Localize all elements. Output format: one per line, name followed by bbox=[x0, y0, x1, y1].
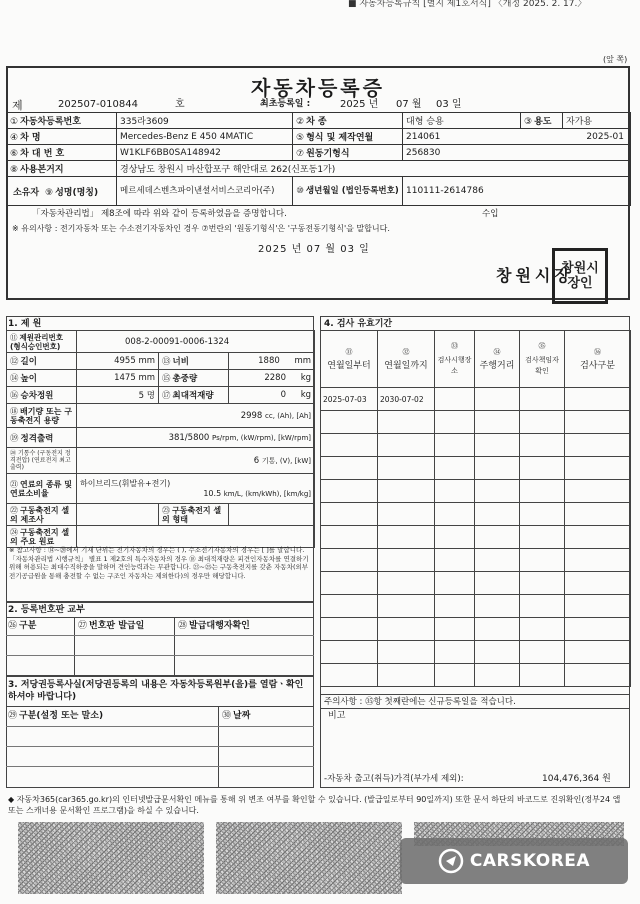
inspection-cell bbox=[520, 526, 565, 549]
issue-date: 2025 년 07 월 03 일 bbox=[258, 244, 370, 255]
certification-statement: 「자동차관리법」 제8조에 따라 위와 같이 등록하였음을 증명합니다. bbox=[32, 209, 287, 219]
price-value: 104,476,364 원 bbox=[542, 774, 611, 784]
remarks-line bbox=[320, 708, 630, 709]
inspection-cell bbox=[565, 526, 631, 549]
inspection-cell bbox=[565, 411, 631, 434]
output-value: 381/5800 bbox=[168, 432, 210, 443]
first-registration-label: 최초등록일 : bbox=[260, 99, 311, 109]
inspection-header-0: ㉛ 연월일부터 bbox=[321, 331, 378, 388]
battery-shape-value bbox=[229, 504, 315, 526]
inspection-header-label: 검사구분 bbox=[580, 360, 615, 371]
inspection-cell bbox=[475, 411, 520, 434]
inspection-cell bbox=[378, 595, 435, 618]
battery-shape-label: 구동축전지 셀의 형태 bbox=[162, 505, 222, 524]
mortgage-section-title: 3. 저당권등록사실(저당권등록의 내용은 자동차등록원부(을)를 열람ㆍ확인하셔야 바랍니다) bbox=[8, 680, 304, 702]
issuer-name: 창원시장 bbox=[496, 266, 574, 285]
inspection-cell bbox=[565, 641, 631, 664]
inspection-cell bbox=[475, 457, 520, 480]
inspection-caution-note: 주의사항 : ㉟항 첫째란에는 신규등록일을 적습니다. bbox=[324, 697, 516, 707]
caution-note: ※ 유의사항 : 전기자동차 또는 수소전기자동차인 경우 ⑦번란의 '원동기형식'은 '구동전동기형식'을 말합니다. bbox=[12, 224, 390, 233]
inspection-note-line bbox=[320, 694, 630, 695]
plate-row-line-2 bbox=[6, 655, 314, 656]
inspection-header-5: ㊱ 검사구분 bbox=[565, 331, 631, 388]
registration-table: ① 자동차등록번호 335라3609 ② 차 종 대형 승용 ③ 용도 자가용 ④ 차 명 Mercedes-Benz E 450 4MATIC ⑤ 형식 및 제작연월 214061 2025-01 ⑥ 차 대 번 호 W1KLF6BB0SA148942 ⑦ 원동기형식 256830 ⑧ 사용본거지 경상남도 창원시 마산합포구 해안대로 262(신포동1가) 소유자 ⑨ 성명(명칭) 메르세데스벤츠파이낸셜서비스코리아(주) ⑩ 생년월일 (법인등록번호) 110111-2614786 bbox=[6, 112, 631, 206]
efficiency-unit: km/L, (km/kWh), [km/kg] bbox=[223, 489, 312, 498]
inspection-cell bbox=[378, 526, 435, 549]
mortgage-date-label: 날짜 bbox=[233, 711, 251, 721]
location-label: 사용본거지 bbox=[20, 165, 64, 175]
use-value: 자가용 bbox=[563, 113, 631, 129]
inspection-cell bbox=[321, 549, 378, 572]
mortgage-row-line-3 bbox=[6, 766, 314, 767]
inspection-cell bbox=[565, 618, 631, 641]
inspection-cell bbox=[565, 664, 631, 687]
watermark-text: CARSKOREA bbox=[469, 851, 591, 871]
inspection-cell bbox=[565, 572, 631, 595]
inspection-cell bbox=[520, 411, 565, 434]
inspection-cell bbox=[435, 457, 475, 480]
plate-agency-label: 발급대행자확인 bbox=[189, 621, 250, 631]
load-value: 0 bbox=[280, 390, 286, 400]
inspection-cell bbox=[475, 595, 520, 618]
inspection-cell bbox=[475, 503, 520, 526]
length-value: 4955 bbox=[114, 356, 136, 366]
inspection-cell bbox=[321, 457, 378, 480]
mortgage-category-label: 구분(설정 또는 말소) bbox=[19, 711, 104, 721]
inspection-row bbox=[321, 480, 631, 503]
capacity-value: 5 bbox=[138, 391, 145, 401]
inspection-cell bbox=[435, 480, 475, 503]
spec-section-title: 1. 제 원 bbox=[8, 319, 42, 329]
output-label: 정격출력 bbox=[20, 433, 54, 444]
fuel-label: 연료의 종류 및 연료소비율 bbox=[10, 479, 72, 498]
mortgage-header-line bbox=[6, 706, 314, 707]
mortgage-divider bbox=[218, 706, 219, 788]
inspection-table bbox=[320, 330, 631, 687]
inspection-cell bbox=[475, 434, 520, 457]
inspection-row bbox=[321, 457, 631, 480]
registration-serial: 202507-010844 bbox=[58, 99, 138, 110]
reg-no-label: 자동차등록번호 bbox=[20, 117, 81, 127]
inspection-cell bbox=[321, 526, 378, 549]
verification-barcode-2 bbox=[216, 822, 402, 894]
approval-label: 제원관리번호 (형식승인번호) bbox=[10, 332, 63, 351]
front-side-label: (앞 쪽) bbox=[603, 55, 628, 64]
inspection-cell bbox=[378, 664, 435, 687]
inspection-header-3: ㉞ 주행거리 bbox=[475, 331, 520, 388]
verification-barcode-1 bbox=[18, 822, 204, 894]
inspection-cell bbox=[435, 595, 475, 618]
inspection-cell bbox=[378, 503, 435, 526]
plate-section-title: 2. 등록번호판 교부 bbox=[8, 605, 85, 615]
inspection-cell bbox=[565, 595, 631, 618]
name-value: Mercedes-Benz E 450 4MATIC bbox=[117, 129, 293, 145]
inspection-row bbox=[321, 641, 631, 664]
inspection-cell bbox=[565, 480, 631, 503]
number-suffix: 호 bbox=[175, 99, 185, 110]
inspection-header-label: 검사책임자확인 bbox=[525, 356, 559, 375]
first-reg-month: 07 월 bbox=[396, 99, 422, 110]
inspection-cell bbox=[435, 664, 475, 687]
inspection-header-2: ㉝ 검사시행장소 bbox=[435, 331, 475, 388]
inspection-cell bbox=[435, 388, 475, 411]
battery-maker-label: 구동축전지 셀의 제조사 bbox=[10, 505, 70, 524]
footer-verification-note: ◆ 자동차365(car365.go.kr)의 인터넷발급문서확인 메뉴를 통해 위 변조 여부를 확인할 수 있습니다. (발급일로부터 90일까지) 또한 문서 하단의 바코드로 진위확인(정부24 앱 또는 스캐너용 문서확인 프로그램)을 하실 수 있습니다. bbox=[8, 795, 621, 815]
inspection-cell bbox=[520, 503, 565, 526]
engine-value: 256830 bbox=[403, 145, 631, 161]
plate-category-label: 구분 bbox=[19, 621, 37, 631]
inspection-cell bbox=[520, 457, 565, 480]
inspection-cell bbox=[435, 641, 475, 664]
inspection-cell: 2030-07-02 bbox=[378, 388, 435, 411]
carskorea-logo-icon bbox=[438, 848, 464, 874]
cylinder-unit: 기통, (V), [kW] bbox=[261, 456, 312, 465]
inspection-cell bbox=[435, 572, 475, 595]
inspection-cell bbox=[520, 572, 565, 595]
reg-no-value: 335라3609 bbox=[117, 113, 293, 129]
inspection-cell bbox=[435, 411, 475, 434]
plate-row-line-1 bbox=[6, 635, 314, 636]
inspection-cell bbox=[475, 549, 520, 572]
inspection-cell bbox=[321, 434, 378, 457]
inspection-header-label: 연월일부터 bbox=[327, 360, 371, 371]
inspection-row bbox=[321, 618, 631, 641]
inspection-section-title: 4. 검사 유효기간 bbox=[324, 319, 393, 329]
inspection-cell bbox=[378, 641, 435, 664]
number-prefix: 제 bbox=[12, 99, 23, 112]
inspection-header-1: ㉜ 연월일까지 bbox=[378, 331, 435, 388]
inspection-cell bbox=[520, 618, 565, 641]
weight-label: 총중량 bbox=[172, 374, 198, 384]
inspection-cell bbox=[565, 388, 631, 411]
mortgage-row-line-1 bbox=[6, 726, 314, 727]
load-label: 최대적재량 bbox=[172, 391, 214, 401]
type-value: 대형 승용 bbox=[403, 113, 521, 129]
inspection-row bbox=[321, 434, 631, 457]
inspection-row bbox=[321, 549, 631, 572]
inspection-cell bbox=[475, 526, 520, 549]
official-seal-stamp: 창원시장인 bbox=[552, 248, 608, 304]
inspection-cell bbox=[321, 664, 378, 687]
inspection-cell bbox=[520, 480, 565, 503]
inspection-row bbox=[321, 572, 631, 595]
mortgage-row-line-2 bbox=[6, 746, 314, 747]
battery-material-label: 구동축전지 셀의 주요 원료 bbox=[10, 527, 70, 546]
carskorea-watermark bbox=[400, 838, 628, 884]
displacement-unit: cc, (Ah), [Ah] bbox=[265, 411, 312, 420]
efficiency-value: 10.5 bbox=[203, 488, 222, 498]
inspection-cell bbox=[321, 641, 378, 664]
inspection-cell bbox=[378, 411, 435, 434]
cylinder-label: 기통수 (구동전지 정격전압) (연료전지 최고출력) bbox=[10, 450, 71, 471]
output-unit: Ps/rpm, (kW/rpm), [kW/rpm] bbox=[212, 433, 312, 442]
plate-divider-1 bbox=[74, 617, 75, 676]
inspection-cell bbox=[435, 549, 475, 572]
birth-label: 생년월일 (법인등록번호) bbox=[305, 185, 399, 196]
inspection-cell bbox=[378, 549, 435, 572]
inspection-cell bbox=[520, 641, 565, 664]
inspection-cell bbox=[565, 434, 631, 457]
vin-value: W1KLF6BB0SA148942 bbox=[117, 145, 293, 161]
width-unit: mm bbox=[294, 356, 312, 366]
displacement-value: 2998 bbox=[240, 410, 263, 421]
document-title: 자동차등록증 bbox=[251, 76, 385, 100]
inspection-cell bbox=[378, 572, 435, 595]
inspection-cell bbox=[321, 411, 378, 434]
inspection-cell bbox=[475, 618, 520, 641]
model-value: 214061 bbox=[406, 131, 441, 142]
load-unit: kg bbox=[300, 390, 312, 400]
made-value: 2025-01 bbox=[586, 132, 624, 142]
spec-table: ⑪ 제원관리번호 (형식승인번호) 008-2-00091-0006-1324 ⑫ 길이 4955 mm ⑬ 너비 1880 mm ⑭ 높이 1475 mm ⑮ 총중량 2280 kg ⑯ 승차정원 5 명 ⑰ 최대적재량 0 kg ⑱ 배기량 또는 구동축전지 용량 2998 cc, (Ah), [Ah] ⑲ 정격출력 381/5800 Ps/rpm, (kW/rpm), [kW/rpm] ⑳ 기통수 (구동전지 정격전압) (연료전지 최고출력) 6 기통, (V), [kW] ㉑ 연료의 종류 및 연료소비율 하이브리드(휘발유+전기) 10.5 km/L, (km/kWh), [km/kg] ㉒ 구동축전지 셀의 제조사 ㉓ 구동축전지 셀의 형태 ㉔ 구동축전지 셀의 주요 원료 bbox=[6, 330, 315, 548]
inspection-cell bbox=[475, 572, 520, 595]
type-label: 차 종 bbox=[306, 117, 327, 127]
inspection-cell bbox=[378, 480, 435, 503]
inspection-header-4: ㉟ 검사책임자확인 bbox=[520, 331, 565, 388]
weight-value: 2280 bbox=[264, 373, 286, 383]
inspection-cell bbox=[378, 434, 435, 457]
first-reg-day: 03 일 bbox=[436, 99, 462, 110]
inspection-row bbox=[321, 526, 631, 549]
model-label: 형식 및 제작연월 bbox=[306, 133, 374, 143]
inspection-cell bbox=[475, 388, 520, 411]
height-unit: mm bbox=[138, 373, 155, 383]
inspection-cell bbox=[520, 664, 565, 687]
inspection-cell bbox=[435, 434, 475, 457]
engine-label: 원동기형식 bbox=[306, 149, 350, 159]
inspection-cell bbox=[378, 618, 435, 641]
location-value: 경상남도 창원시 마산합포구 해안대로 262(신포동1가) bbox=[117, 161, 631, 177]
inspection-cell bbox=[565, 549, 631, 572]
birth-value: 110111-2614786 bbox=[403, 177, 631, 206]
battery-maker-value bbox=[77, 504, 159, 526]
vin-label: 차 대 번 호 bbox=[20, 149, 65, 159]
inspection-cell bbox=[520, 434, 565, 457]
name-label: 차 명 bbox=[20, 133, 41, 143]
inspection-cell bbox=[475, 664, 520, 687]
length-label: 길이 bbox=[20, 357, 37, 367]
spec-reference-note: ※ 참고사항 : ⑭~⑳에서 기재 단위는 전기자동차의 경우는 ( ), 수소전기자동차의 경우는 [ ]를 말합니다. 「자동차관리법 시행규칙」 별표 1 제2호의 특수자동차의 경우 ⑱ 최대적재량은 피견인자동차를 연결하기 위해 허용되는 최대수직하중을 말하며 견인능력과는 무관합니다. ㉓~㉕는 구동축전지를 갖춘 자동차(외부 전기공급원을 통해 충전할 수 없는 구조인 자동차는 제외한다)의 경우만 해당합니다. bbox=[9, 546, 309, 580]
price-label: -자동차 출고(취득)가격(부가세 제외): bbox=[324, 774, 464, 784]
inspection-row bbox=[321, 664, 631, 687]
inspection-row bbox=[321, 503, 631, 526]
plate-divider-2 bbox=[174, 617, 175, 676]
first-reg-year: 2025 년 bbox=[340, 99, 379, 110]
owner-name-label: 성명(명칭) bbox=[55, 187, 99, 198]
inspection-cell bbox=[565, 457, 631, 480]
remarks-label: 비고 bbox=[328, 711, 346, 721]
inspection-header-label: 검사시행장소 bbox=[437, 356, 472, 375]
fuel-value: 하이브리드(휘발유+전기) bbox=[80, 478, 171, 488]
inspection-cell bbox=[435, 526, 475, 549]
weight-unit: kg bbox=[300, 373, 312, 383]
inspection-cell bbox=[321, 618, 378, 641]
height-label: 높이 bbox=[20, 374, 37, 384]
width-value: 1880 bbox=[258, 356, 280, 366]
inspection-cell bbox=[378, 457, 435, 480]
plate-issue-date-label: 번호판 발급일 bbox=[89, 621, 145, 631]
capacity-label: 승차정원 bbox=[20, 391, 54, 401]
owner-name-value: 메르세데스벤츠파이낸셜서비스코리아(주) bbox=[117, 177, 293, 206]
inspection-cell bbox=[435, 618, 475, 641]
inspection-header-label: 주행거리 bbox=[479, 360, 515, 371]
use-label: 용도 bbox=[534, 117, 552, 127]
plate-header-line bbox=[6, 617, 314, 618]
inspection-cell bbox=[321, 480, 378, 503]
import-label: 수입 bbox=[482, 209, 499, 219]
inspection-cell bbox=[475, 641, 520, 664]
capacity-unit: 명 bbox=[146, 391, 155, 401]
inspection-cell bbox=[321, 595, 378, 618]
inspection-cell: 2025-07-03 bbox=[321, 388, 378, 411]
inspection-row bbox=[321, 388, 631, 411]
inspection-cell bbox=[321, 503, 378, 526]
inspection-cell bbox=[321, 572, 378, 595]
inspection-cell bbox=[520, 595, 565, 618]
inspection-cell bbox=[435, 503, 475, 526]
cylinder-value: 6 bbox=[253, 455, 260, 466]
inspection-header-label: 연월일까지 bbox=[384, 360, 428, 371]
inspection-cell bbox=[520, 549, 565, 572]
length-unit: mm bbox=[138, 356, 155, 366]
width-label: 너비 bbox=[172, 357, 189, 367]
battery-material-value bbox=[77, 526, 315, 548]
inspection-cell bbox=[475, 480, 520, 503]
approval-value: 008-2-00091-0006-1324 bbox=[77, 331, 315, 353]
height-value: 1475 bbox=[114, 373, 136, 383]
inspection-cell bbox=[565, 503, 631, 526]
inspection-row bbox=[321, 595, 631, 618]
displacement-label: 배기량 또는 구동축전지 용량 bbox=[10, 406, 72, 425]
owner-label: 소유자 bbox=[12, 187, 40, 198]
form-header-note: ■ 자동차등록규칙 [별지 제1호서식] 〈개정 2025. 2. 17.〉 bbox=[348, 0, 587, 9]
inspection-row bbox=[321, 411, 631, 434]
inspection-cell bbox=[520, 388, 565, 411]
